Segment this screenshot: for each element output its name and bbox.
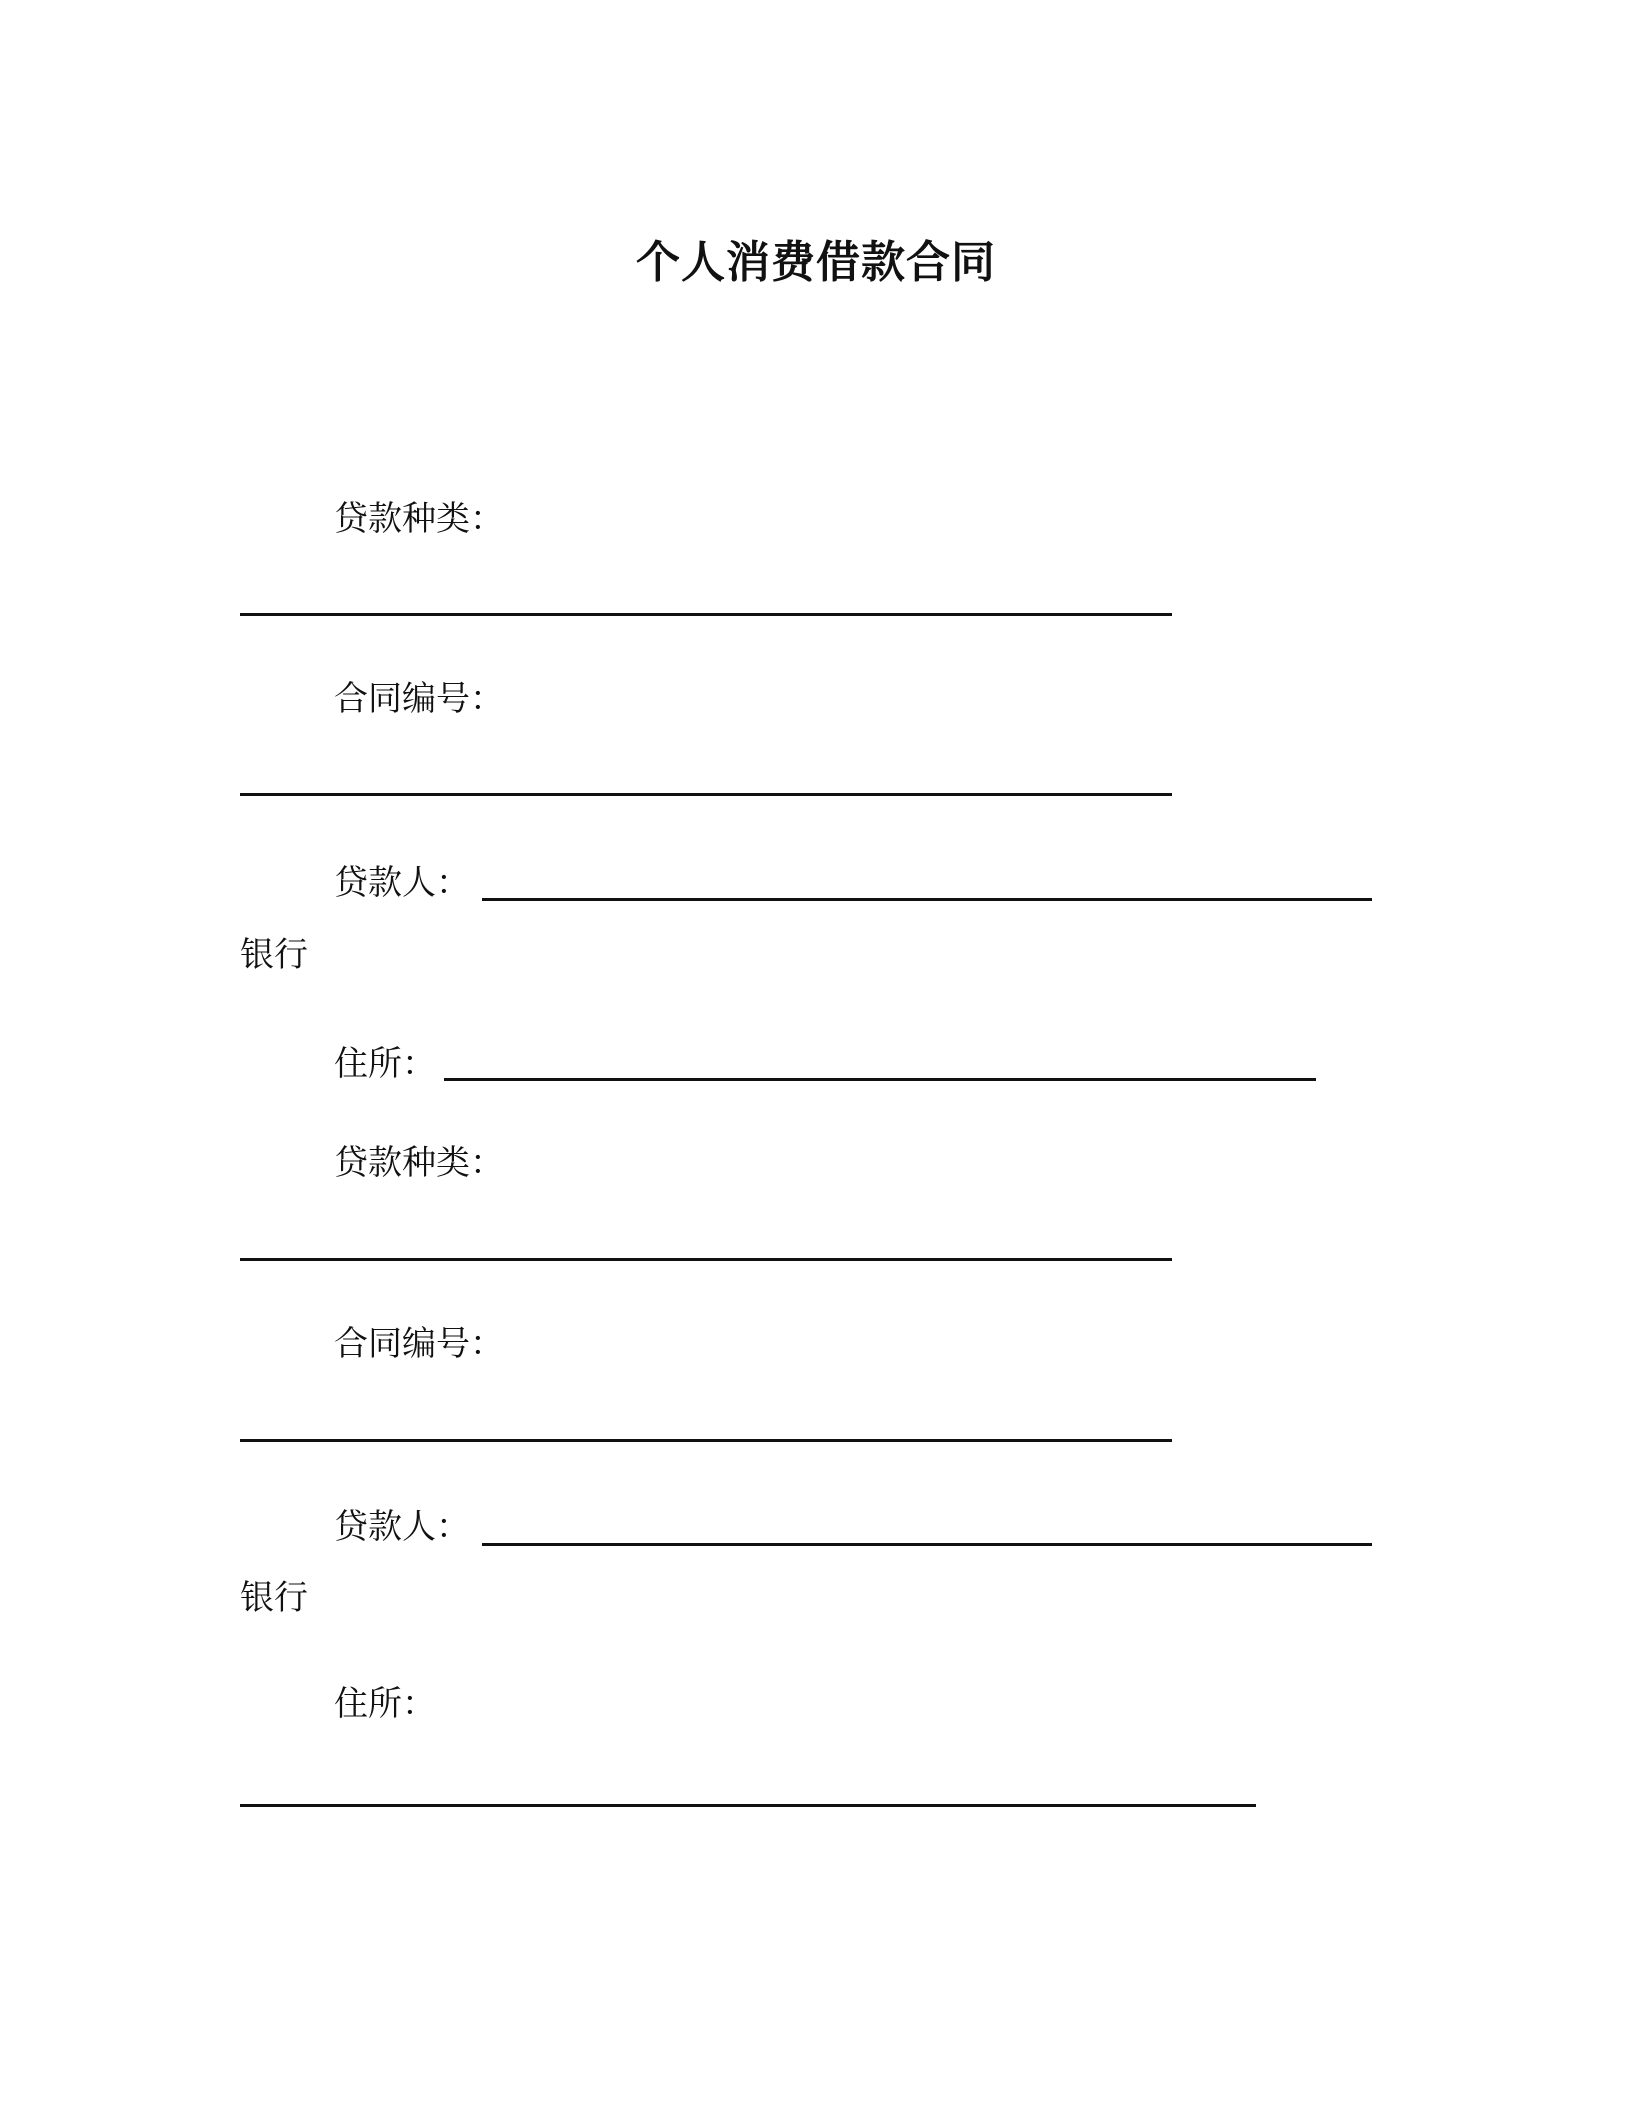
contract-number-blank-line bbox=[240, 793, 1172, 796]
contract-number-label: 合同编号： bbox=[334, 679, 504, 719]
address-blank-line bbox=[444, 1078, 1316, 1081]
lender-blank-line bbox=[482, 898, 1372, 901]
loan-type-label: 贷款种类： bbox=[334, 499, 504, 539]
loan-type-label: 贷款种类： bbox=[334, 1143, 504, 1183]
bank-suffix: 银行 bbox=[240, 1578, 308, 1618]
lender-label: 贷款人： bbox=[334, 1507, 470, 1547]
address-blank-line bbox=[240, 1804, 1256, 1807]
lender-label: 贷款人： bbox=[334, 863, 470, 903]
contract-number-blank-line bbox=[240, 1439, 1172, 1442]
document-title: 个人消费借款合同 bbox=[636, 237, 996, 288]
loan-type-blank-line bbox=[240, 1258, 1172, 1261]
contract-number-label: 合同编号： bbox=[334, 1324, 504, 1364]
address-label: 住所： bbox=[334, 1684, 436, 1724]
loan-type-blank-line bbox=[240, 613, 1172, 616]
lender-blank-line bbox=[482, 1543, 1372, 1546]
address-label: 住所： bbox=[334, 1044, 436, 1084]
bank-suffix: 银行 bbox=[240, 935, 308, 975]
